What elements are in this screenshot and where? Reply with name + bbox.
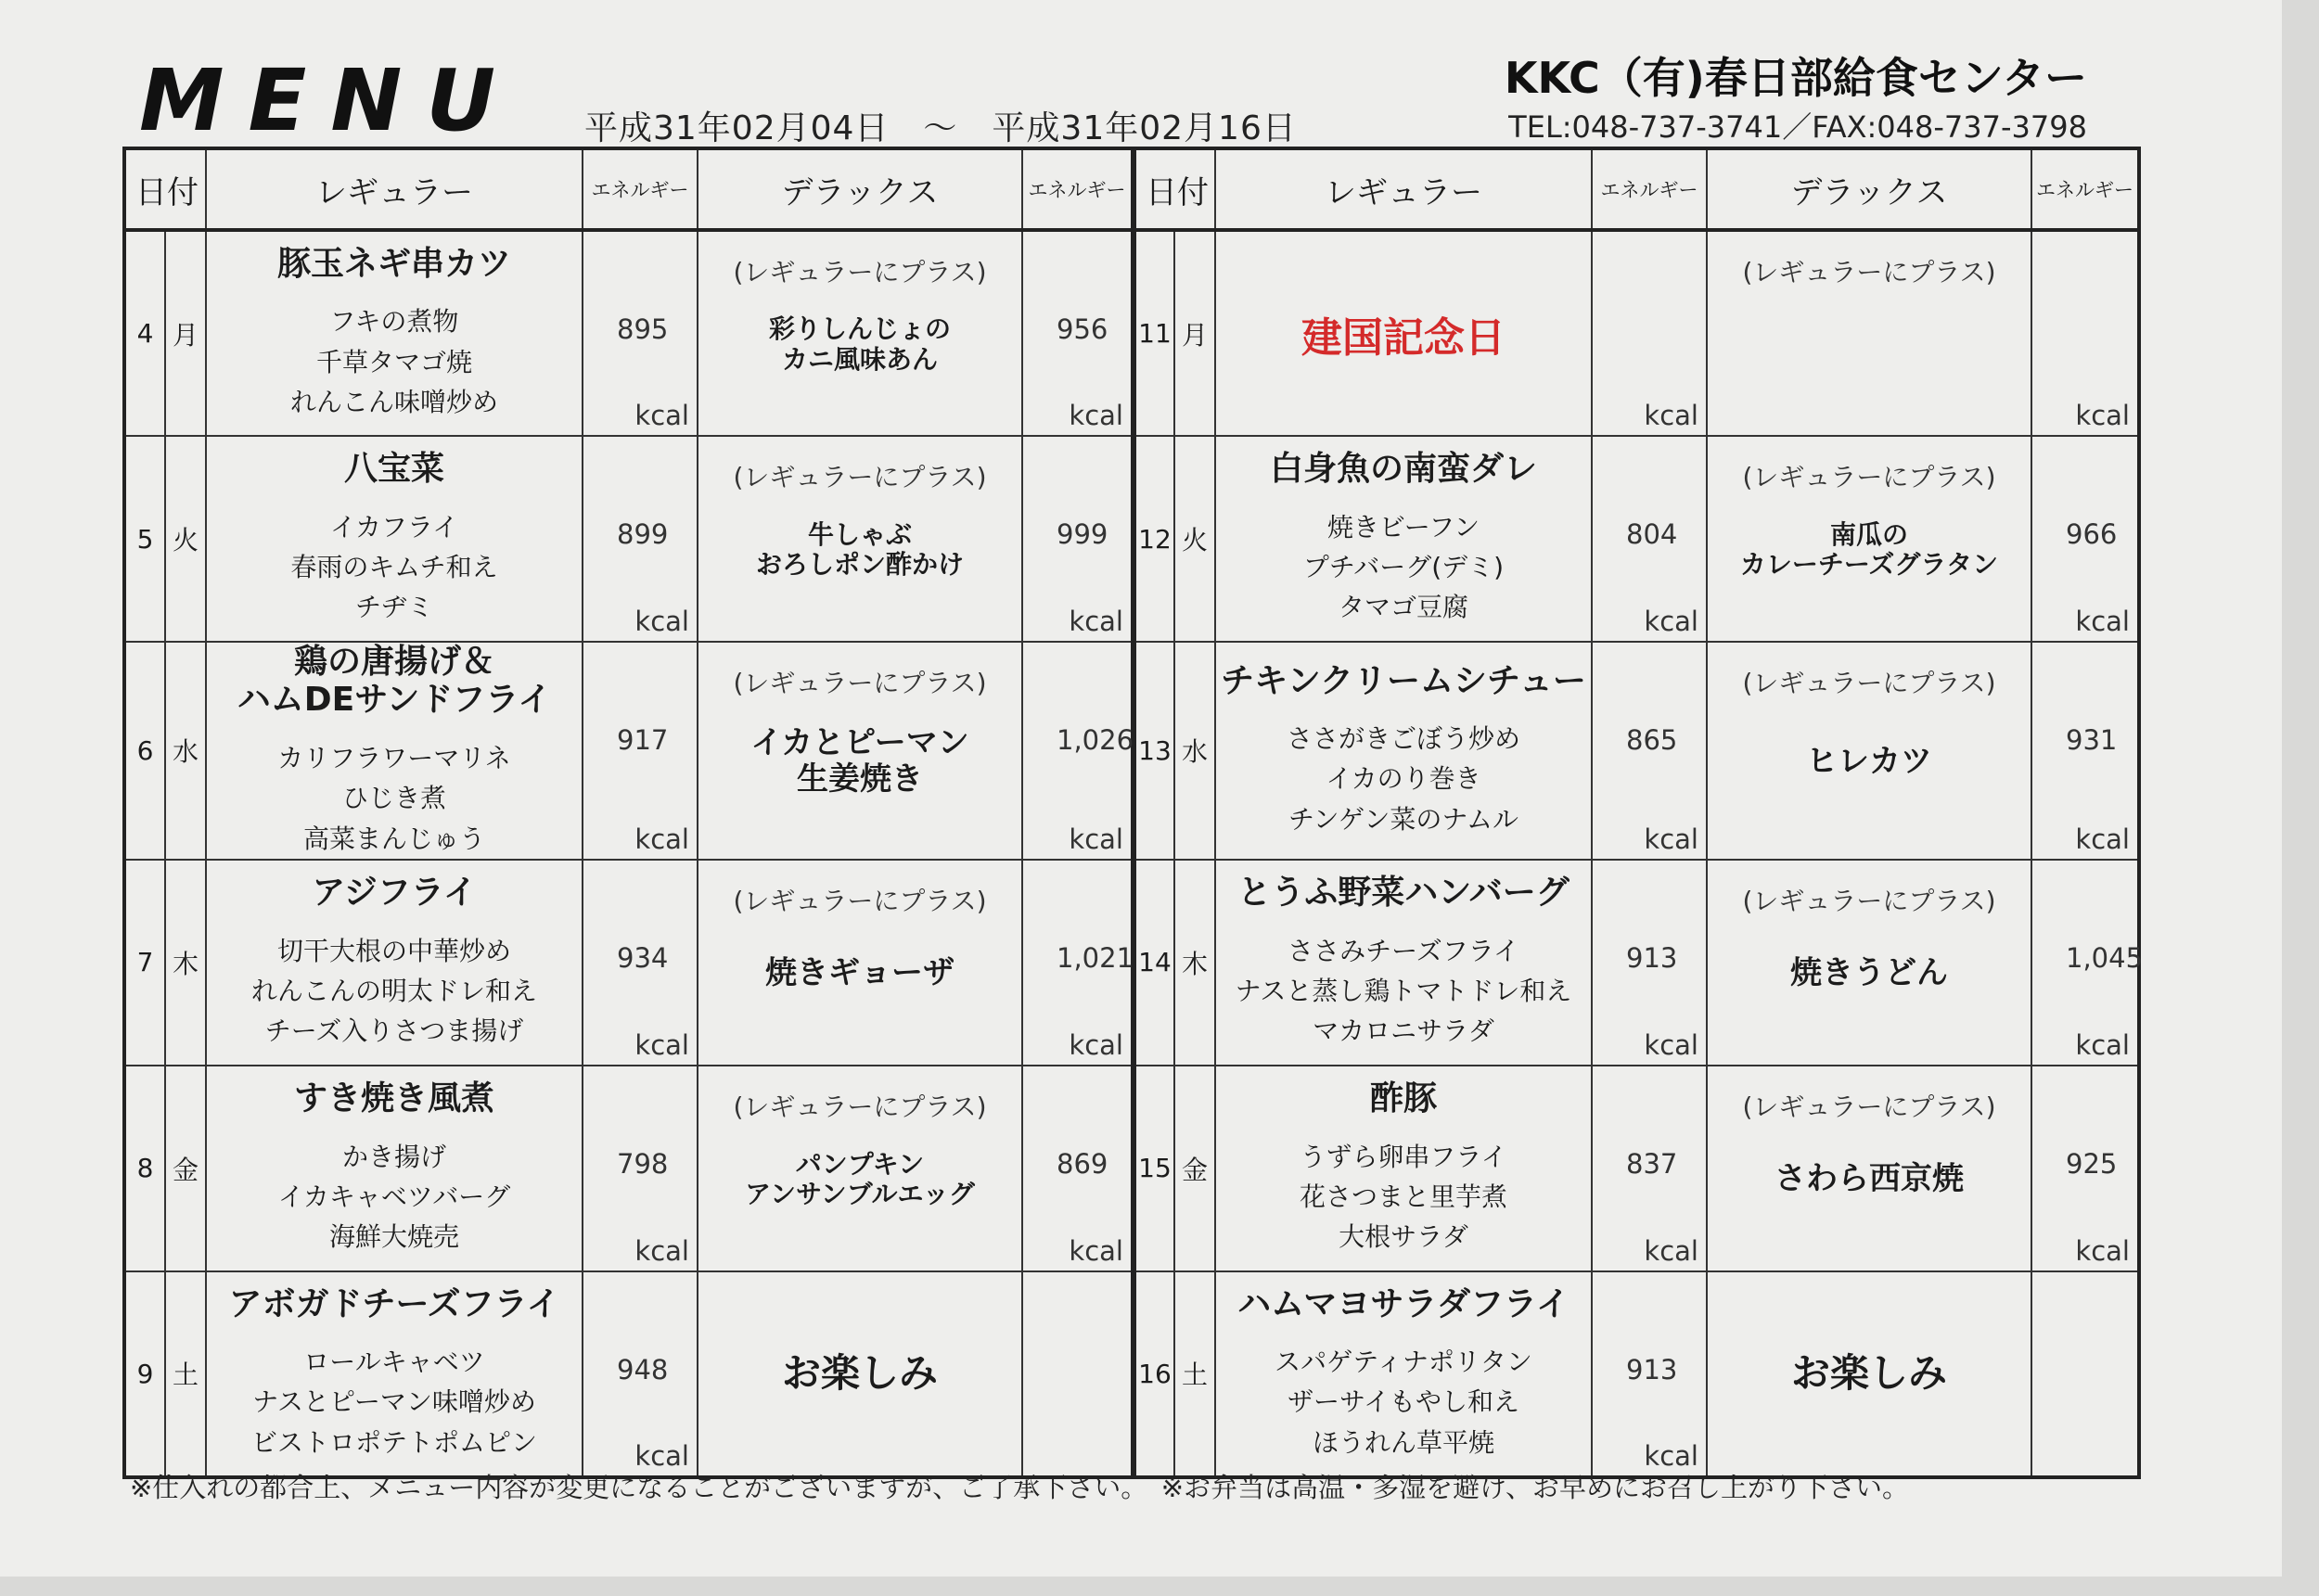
day-number: 5 (124, 436, 165, 642)
deluxe-energy (2031, 642, 2139, 860)
energy-value: 1,045 (2066, 941, 2144, 974)
side-dish: ほうれん草平焼 (1312, 1426, 1494, 1458)
header-deluxe-energy: エネルギー (1022, 148, 1134, 230)
deluxe-note: (レギュラーにプラス) (733, 462, 987, 492)
table-row (124, 860, 2139, 1066)
side-dish: イカのり巻き (1326, 763, 1481, 795)
regular-energy (1592, 1066, 1707, 1271)
main-dish: とうふ野菜ハンバーグ (1237, 874, 1569, 913)
main-dish: アボガドチーズフライ (228, 1284, 560, 1323)
weekday: 月 (1174, 230, 1215, 436)
energy-unit: kcal (2075, 1028, 2130, 1061)
header-regular: レギュラー (206, 148, 583, 230)
deluxe-note: (レギュラーにプラス) (733, 257, 987, 287)
energy-unit: kcal (1644, 1439, 1698, 1472)
deluxe-note: (レギュラーにプラス) (733, 885, 987, 916)
energy-unit: kcal (2075, 606, 2130, 637)
deluxe-note: (レギュラーにプラス) (1742, 885, 1996, 916)
energy-value: 869 (1057, 1147, 1108, 1180)
side-dish: れんこん味噌炒め (289, 386, 498, 417)
deluxe-energy (1022, 230, 1134, 436)
main-dish: ハムマヨサラダフライ (1237, 1284, 1569, 1323)
energy-value: 895 (617, 313, 669, 345)
side-dish: 高菜まんじゅう (302, 823, 485, 854)
deluxe-energy (2031, 436, 2139, 642)
deluxe-dish: イカとピーマン 生姜焼き (750, 724, 969, 798)
weekday: 火 (165, 436, 206, 642)
deluxe-menu (698, 1066, 1022, 1271)
day-number: 7 (124, 860, 165, 1066)
header-deluxe: デラックス (1707, 148, 2031, 230)
deluxe-dish: 焼きうどん (1790, 954, 1948, 992)
side-dish: ナスとピーマン味噌炒め (252, 1386, 536, 1418)
side-dish: イカキャベツバーグ (277, 1181, 511, 1212)
side-dish: ささみチーズフライ (1288, 935, 1519, 966)
footer-note: ※仕入れの都合上、メニュー内容が変更になることがございますが、ご了承下さい。 ※お弁当は高温・多湿を避け、お早めにお召し上がり下さい。 (130, 1472, 1909, 1503)
company-name: KKC（有)春日部給食センター (1504, 53, 2087, 103)
menu-table (122, 147, 2144, 1479)
side-dish: ザーサイもやし和え (1287, 1386, 1520, 1418)
deluxe-energy (1022, 436, 1134, 642)
deluxe-energy (2031, 860, 2144, 1066)
energy-value: 798 (617, 1147, 669, 1180)
regular-energy (1592, 436, 1707, 642)
weekday: 木 (1174, 860, 1215, 1066)
day-number: 6 (124, 642, 165, 860)
main-dish: 豚玉ネギ串カツ (276, 244, 511, 283)
deluxe-dish: 南瓜の カレーチーズグラタン (1739, 518, 1999, 580)
side-dish: イカフライ (329, 511, 459, 543)
energy-value: 948 (617, 1353, 669, 1385)
energy-value: 934 (617, 941, 669, 974)
header-energy: エネルギー (1592, 148, 1707, 230)
weekday: 水 (165, 642, 206, 860)
deluxe-menu (698, 436, 1022, 642)
energy-unit: kcal (634, 1439, 689, 1472)
energy-value: 956 (1057, 313, 1108, 345)
header-energy: エネルギー (583, 148, 698, 230)
energy-unit: kcal (634, 1028, 689, 1061)
side-dish: チーズ入りさつま揚げ (264, 1015, 524, 1047)
side-dish: タマゴ豆腐 (1338, 592, 1468, 623)
energy-value: 837 (1626, 1147, 1678, 1180)
main-dish: アジフライ (312, 874, 477, 913)
energy-value: 917 (617, 724, 669, 756)
side-dish: うずら卵串フライ (1300, 1141, 1507, 1172)
side-dish: チヂミ (354, 592, 433, 623)
deluxe-menu (1707, 642, 2031, 860)
regular-menu (206, 1066, 583, 1271)
side-dish: ひじき煮 (341, 783, 446, 814)
main-dish: 鶏の唐揚げ＆ ハムDEサンドフライ (237, 643, 552, 720)
side-dish: ロールキャベツ (303, 1347, 485, 1378)
energy-value: 925 (2066, 1147, 2118, 1180)
day-number: 13 (1134, 642, 1174, 860)
energy-value: 913 (1626, 1353, 1678, 1385)
energy-unit: kcal (1069, 400, 1123, 431)
table-header-row (124, 148, 2139, 230)
energy-value: 1,026 (1057, 724, 1134, 756)
side-dish: 海鮮大焼売 (328, 1221, 459, 1253)
regular-energy (583, 230, 698, 436)
side-dish: プチバーグ(デミ) (1302, 552, 1505, 582)
regular-menu (206, 436, 583, 642)
energy-value: 804 (1626, 518, 1678, 550)
deluxe-menu (698, 1271, 1022, 1477)
regular-energy (583, 436, 698, 642)
regular-menu (206, 230, 583, 436)
regular-menu (206, 860, 583, 1066)
menu-logo: MENU (139, 51, 520, 150)
header-date: 日付 (124, 148, 206, 230)
weekday: 土 (1174, 1271, 1215, 1477)
side-dish: スパゲティナポリタン (1275, 1347, 1532, 1378)
side-dish: カリフラワーマリネ (277, 742, 511, 773)
side-dish: フキの煮物 (329, 306, 459, 338)
deluxe-energy (2031, 230, 2139, 436)
side-dish: 春雨のキムチ和え (290, 552, 498, 582)
deluxe-dish: お楽しみ (1790, 1350, 1947, 1397)
deluxe-energy (1022, 860, 1134, 1066)
day-number: 16 (1134, 1271, 1174, 1477)
day-number: 14 (1134, 860, 1174, 1066)
day-number: 15 (1134, 1066, 1174, 1271)
regular-menu (1215, 230, 1592, 436)
header-deluxe: デラックス (698, 148, 1022, 230)
deluxe-dish: お楽しみ (781, 1350, 938, 1397)
deluxe-dish: 焼きギョーザ (765, 954, 955, 992)
regular-menu (1215, 1271, 1592, 1477)
weekday: 木 (165, 860, 206, 1066)
regular-energy (1592, 860, 1707, 1066)
weekday: 火 (1174, 436, 1215, 642)
side-dish: ナスと蒸し鶏トマトドレ和え (1235, 975, 1572, 1006)
deluxe-dish: ヒレカツ (1806, 742, 1932, 780)
energy-value: 931 (2066, 724, 2118, 756)
regular-energy (583, 1271, 698, 1477)
side-dish: れんこんの明太ドレ和え (250, 975, 537, 1006)
energy-unit: kcal (634, 823, 689, 855)
energy-value: 1,021 (1057, 941, 1134, 974)
regular-menu (206, 642, 583, 860)
side-dish: 焼きビーフン (1326, 511, 1480, 543)
energy-unit: kcal (1644, 606, 1698, 637)
table-row (124, 1066, 2139, 1271)
deluxe-dish: パンプキン アンサンブルエッグ (745, 1148, 975, 1209)
table-row (124, 230, 2139, 436)
side-dish: 花さつまと里芋煮 (1299, 1181, 1507, 1212)
header-regular: レギュラー (1215, 148, 1592, 230)
energy-unit: kcal (634, 1234, 689, 1267)
deluxe-note: (レギュラーにプラス) (1742, 257, 1996, 287)
energy-unit: kcal (634, 400, 689, 431)
day-number: 11 (1134, 230, 1174, 436)
menu-period: 平成31年02月04日 ～ 平成31年02月16日 (584, 109, 1297, 147)
table-row (124, 642, 2139, 860)
energy-value: 999 (1057, 518, 1108, 550)
regular-energy (583, 642, 698, 860)
energy-unit: kcal (1069, 1234, 1123, 1267)
energy-value: 899 (617, 518, 669, 550)
energy-unit: kcal (1644, 400, 1698, 431)
main-dish: すき焼き風煮 (293, 1079, 494, 1118)
regular-energy (1592, 642, 1707, 860)
holiday-label: 建国記念日 (1301, 313, 1505, 362)
deluxe-menu (698, 860, 1022, 1066)
side-dish: ビストロポテトポムピン (250, 1426, 537, 1458)
side-dish: チンゲン菜のナムル (1288, 803, 1519, 835)
deluxe-menu (1707, 230, 2031, 436)
side-dish: ささがきごぼう炒め (1286, 723, 1520, 755)
regular-energy (583, 1066, 698, 1271)
energy-value: 865 (1626, 724, 1678, 756)
deluxe-note: (レギュラーにプラス) (1742, 462, 1996, 492)
menu-body (124, 230, 2144, 1477)
energy-unit: kcal (2075, 400, 2130, 431)
main-dish: 八宝菜 (343, 450, 444, 489)
energy-unit: kcal (1644, 1028, 1698, 1061)
energy-unit: kcal (1069, 606, 1123, 637)
regular-menu (1215, 1066, 1592, 1271)
header-date: 日付 (1134, 148, 1215, 230)
deluxe-note: (レギュラーにプラス) (1742, 668, 1996, 698)
deluxe-menu (698, 230, 1022, 436)
deluxe-energy (2031, 1271, 2139, 1477)
deluxe-energy (1022, 1271, 1134, 1477)
company-contact: TEL:048-737-3741／FAX:048-737-3798 (1508, 109, 2087, 145)
deluxe-note: (レギュラーにプラス) (733, 1091, 987, 1122)
regular-menu (1215, 860, 1592, 1066)
deluxe-menu (1707, 860, 2031, 1066)
table-row (124, 436, 2139, 642)
deluxe-menu (1707, 436, 2031, 642)
side-dish: 大根サラダ (1339, 1221, 1468, 1253)
regular-menu (206, 1271, 583, 1477)
energy-unit: kcal (1644, 823, 1698, 855)
weekday: 金 (1174, 1066, 1215, 1271)
deluxe-note: (レギュラーにプラス) (1742, 1091, 1996, 1122)
energy-unit: kcal (1069, 823, 1123, 855)
energy-unit: kcal (634, 606, 689, 637)
day-number: 8 (124, 1066, 165, 1271)
energy-unit: kcal (2075, 1234, 2130, 1267)
regular-energy (1592, 230, 1707, 436)
weekday: 月 (165, 230, 206, 436)
main-dish: 酢豚 (1369, 1079, 1437, 1118)
day-number: 4 (124, 230, 165, 436)
main-dish: 白身魚の南蛮ダレ (1269, 450, 1537, 489)
table-row (124, 1271, 2139, 1477)
side-dish: 千草タマゴ焼 (315, 346, 472, 377)
deluxe-dish: さわら西京焼 (1774, 1160, 1964, 1198)
regular-energy (583, 860, 698, 1066)
deluxe-energy (1022, 642, 1134, 860)
deluxe-energy (2031, 1066, 2139, 1271)
day-number: 12 (1134, 436, 1174, 642)
deluxe-note: (レギュラーにプラス) (733, 668, 987, 698)
energy-value: 966 (2066, 518, 2118, 550)
regular-energy (1592, 1271, 1707, 1477)
side-dish: かき揚げ (341, 1141, 446, 1172)
header-deluxe-energy: エネルギー (2031, 148, 2139, 230)
weekday: 土 (165, 1271, 206, 1477)
day-number: 9 (124, 1271, 165, 1477)
deluxe-dish: 牛しゃぶ おろしポン酢かけ (755, 518, 964, 580)
weekday: 金 (165, 1066, 206, 1271)
deluxe-menu (698, 642, 1022, 860)
deluxe-dish: 彩りしんじょの カニ風味あん (768, 313, 951, 375)
regular-menu (1215, 436, 1592, 642)
side-dish: マカロニサラダ (1313, 1015, 1494, 1047)
deluxe-menu (1707, 1066, 2031, 1271)
main-dish: チキンクリームシチュー (1221, 661, 1586, 700)
regular-menu (1215, 642, 1592, 860)
energy-unit: kcal (2075, 823, 2130, 855)
energy-value: 913 (1626, 941, 1678, 974)
weekday: 水 (1174, 642, 1215, 860)
deluxe-energy (1022, 1066, 1134, 1271)
side-dish: 切干大根の中華炒め (276, 935, 511, 966)
energy-unit: kcal (1644, 1234, 1698, 1267)
deluxe-menu (1707, 1271, 2031, 1477)
energy-unit: kcal (1069, 1028, 1123, 1061)
